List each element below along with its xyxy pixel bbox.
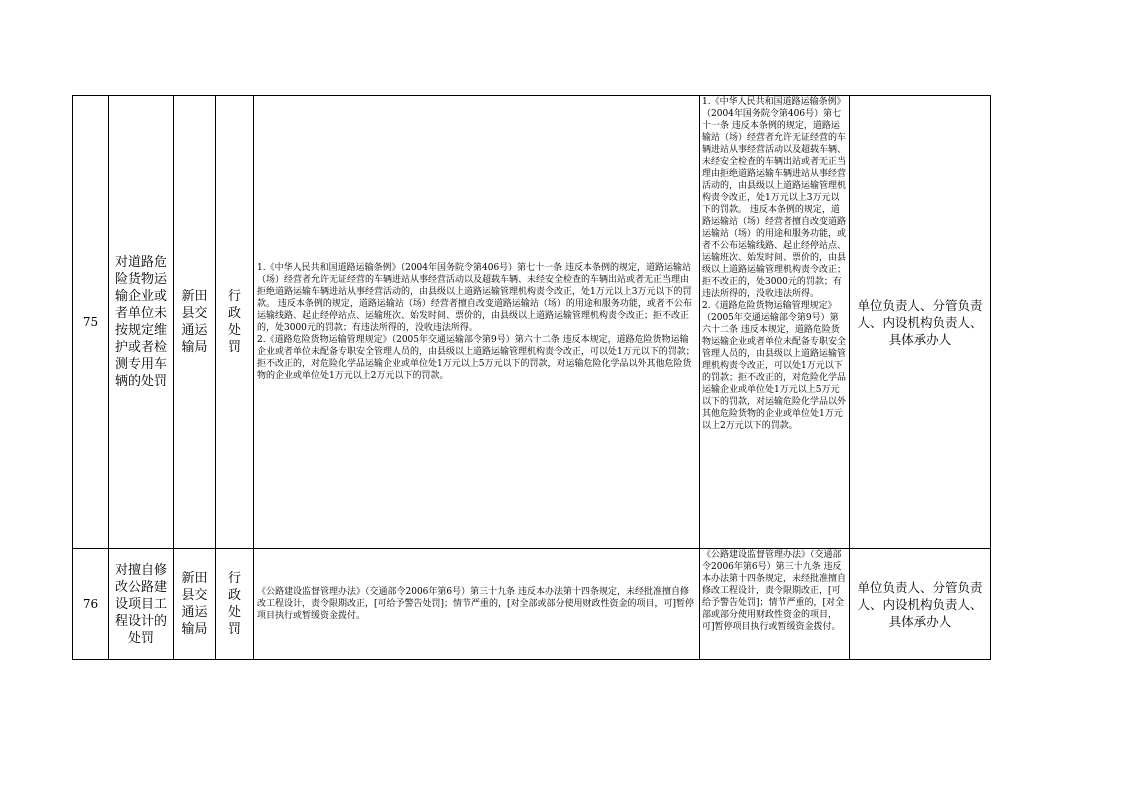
resp-line: 具体承办人	[888, 613, 952, 629]
item-name-cell	[109, 96, 174, 549]
item-line: 辆的处罚	[114, 374, 167, 389]
resp-line: 单位负责人、分管负责	[857, 579, 983, 595]
legal-basis-cell	[254, 549, 700, 660]
item-line: 对擅自修	[114, 562, 167, 578]
item-line: 设项目工	[114, 596, 167, 612]
dept-line: 通运	[181, 605, 208, 620]
resp-line: 人、内设机构负责人、	[857, 596, 983, 612]
basis-paragraph: 《公路建设监督管理办法》（交通部令2006年第6号）第三十九条 违反本办法第十四条规定，未经批准擅自修改工程设计，责令限期改正，[可给予警告处罚]；情节严重的，[对全部或部分使用财政性资金的项目，可]暂停项目执行或暂缓资金拨付。	[257, 587, 695, 621]
row-number: 75	[73, 96, 109, 549]
table-row	[73, 96, 991, 549]
note-clip	[702, 96, 847, 548]
item-line: 输企业或	[114, 289, 167, 304]
type-line: 行政	[227, 571, 241, 603]
note-paragraph: 1.《中华人民共和国道路运输条例》（2004年国务院令第406号）第七十一条 违反本条例的规定，道路运输站（场）经营者允许无证经营的车辆进站从事经营活动以及超载车辆、未经安全检查的车辆出站或者无正当理由拒绝道路运输车辆进站从事经营活动的，由县级以上道路运输管理机构责令改正，处1万元以上3万元以下的罚款。 违反本条例的规定，道路运输站（场）经营者擅自改变道路运输站（场）的用途和服务功能，或者不公布运输线路、起止经停站点、运输班次、始发时间、票价的，由县级以上道路运输管理机构责令改正；拒不改正的，处3000元的罚款；有违法所得的，没收违法所得。	[702, 97, 847, 299]
item-line: 测专用车	[114, 357, 167, 372]
item-line: 按规定维	[114, 323, 167, 338]
dept-line: 县交	[181, 306, 208, 321]
legal-basis-cell	[254, 96, 700, 549]
department-cell	[174, 96, 216, 549]
resp-line: 具体承办人	[888, 331, 952, 347]
table-row	[73, 549, 991, 660]
item-line: 护或者检	[114, 340, 167, 355]
dept-line: 新田	[181, 571, 208, 586]
dept-line: 输局	[181, 622, 208, 637]
power-type-cell	[216, 96, 254, 549]
power-type-cell	[216, 549, 254, 660]
item-line: 改公路建	[114, 579, 167, 595]
note-cell	[700, 549, 850, 660]
basis-paragraph: 1.《中华人民共和国道路运输条例》（2004年国务院令第406号）第七十一条 违反本条例的规定，道路运输站（场）经营者允许无证经营的车辆进站从事经营活动以及超载车辆、未经安全检查的车辆出站或者无正当理由拒绝道路运输车辆进站从事经营活动的，由县级以上道路运输管理机构责令改正，处1万元以上3万元以下的罚款。 违反本条例的规定，道路运输站（场）经营者擅自改变道路运输站（场）的用途和服务功能，或者不公布运输线路、起止经停站点、运输班次、始发时间、票价的，由县级以上道路运输管理机构责令改正；拒不改正的，处3000元的罚款；有违法所得的，没收违法所得。	[257, 263, 692, 333]
resp-line: 单位负责人、分管负责	[857, 297, 983, 313]
item-line: 险货物运	[114, 272, 167, 287]
item-line: 程设计的	[114, 613, 167, 629]
responsible-cell	[850, 96, 991, 549]
resp-line: 人、内设机构负责人、	[857, 314, 983, 330]
dept-line: 新田	[181, 289, 208, 304]
row-number: 76	[73, 549, 109, 660]
dept-line: 输局	[181, 340, 208, 355]
note-paragraph: 《公路建设监督管理办法》（交通部令2006年第6号）第三十九条 违反本办法第十四条规定，未经批准擅自修改工程设计，责令限期改正，[可给予警告处罚]；情节严重的，[对全部或部分使用财政性资金的项目，可]暂停项目执行或暂缓资金拨付。	[702, 550, 847, 632]
note-clip	[702, 549, 847, 659]
item-line: 者单位未	[114, 306, 167, 321]
penalty-table	[72, 95, 991, 660]
item-line: 对道路危	[114, 255, 167, 270]
item-line: 处罚	[127, 630, 154, 646]
type-line: 处罚	[227, 323, 241, 355]
note-cell	[700, 96, 850, 549]
responsible-cell	[850, 549, 991, 660]
type-line: 行政	[227, 289, 241, 321]
dept-line: 通运	[181, 323, 208, 338]
dept-line: 县交	[181, 588, 208, 603]
note-paragraph: 2.《道路危险货物运输管理规定》（2005年交通运输部令第9号）第六十二条 违反本规定，道路危险货物运输企业或者单位未配备专职安全管理人员的，由县级以上道路运输管理机构责令改正，可以处1万元以下的罚款；拒不改正的，对危险化学品运输企业或单位处1万元以上5万元以下的罚款，对运输危险化学品以外其他危险货物的企业或单位处1万元以上2万元以下的罚款。	[702, 301, 847, 431]
department-cell	[174, 549, 216, 660]
basis-paragraph: 2.《道路危险货物运输管理规定》（2005年交通运输部令第9号）第六十二条 违反本规定，道路危险货物运输企业或者单位未配备专职安全管理人员的，由县级以上道路运输管理机构责令改正，可以处1万元以下的罚款；拒不改正的，对危险化学品运输企业或单位处1万元以上5万元以下的罚款，对运输危险化学品以外其他危险货物的企业或单位处1万元以上2万元以下的罚款。	[257, 335, 695, 381]
type-line: 处罚	[227, 605, 241, 637]
item-name-cell	[109, 549, 174, 660]
